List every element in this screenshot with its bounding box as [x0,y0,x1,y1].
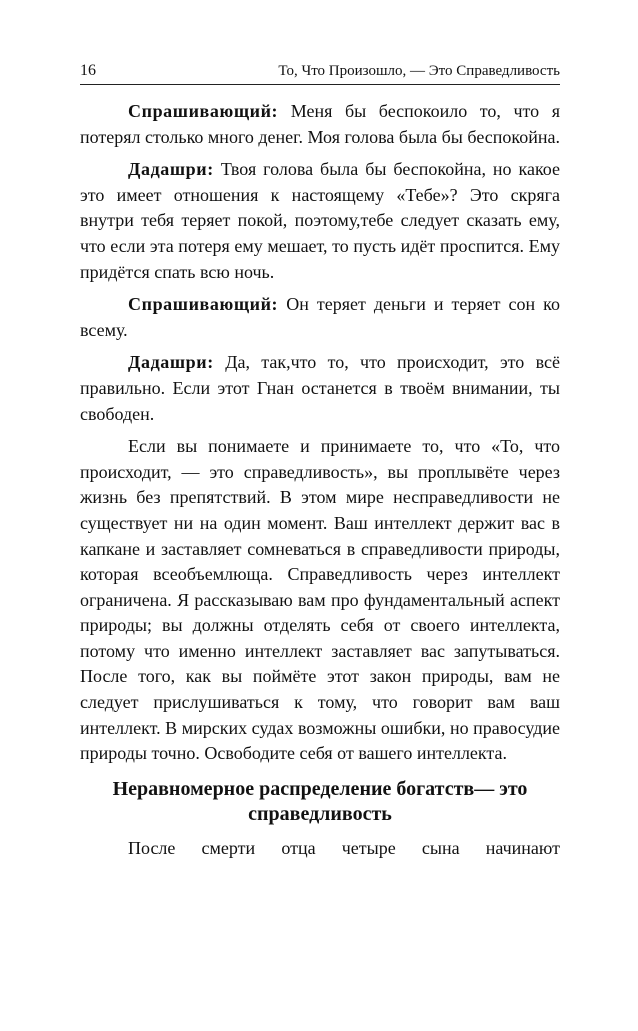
speaker-label: Дадашри: [128,352,214,373]
paragraph-text: После смерти отца четыре сына начинают [128,837,560,858]
paragraph-text: Да, так,что то, что происходит, это всё правильно. Если этот Гнан останется в твоём внимании, ты свободен. [80,352,560,424]
running-header [80,62,560,85]
dialogue-paragraph [80,157,560,285]
paragraph-text: Он теряет деньги и теряет сон ко всему. [80,294,560,340]
body-text [80,99,560,861]
paragraph-text: Меня бы беспокоило то, что я потерял столько много денег. Моя голова была бы беспокойна. [80,101,560,147]
speaker-label: Дадашри: [128,159,214,180]
body-paragraph [80,434,560,767]
paragraph-text: Твоя голова была бы беспокойна, но какое это имеет отношения к настоящему «Тебе»? Это скряга внутри тебя теряет покой, поэтому,тебе следует сказать ему, что если эта потеря ему мешает, то пусть идёт проспится. Ему придётся спать всю ночь. [80,159,560,282]
speaker-label: Спрашивающий: [128,294,279,315]
running-title: То, Что Произошло, — Это Справедливость [278,63,560,79]
body-paragraph [80,836,560,862]
dialogue-paragraph [80,292,560,343]
section-heading: Неравномерное распределение богатств— это справедливость [112,777,528,825]
page-number: 16 [80,62,96,79]
dialogue-paragraph [80,350,560,427]
speaker-label: Спрашивающий: [128,101,279,121]
book-page [80,62,560,861]
paragraph-text: Если вы понимаете и принимаете то, что «То, что происходит, — это справедливость», вы проплывёте через жизнь без препятствий. В этом мире несправедливости не существует ни на один момент. Ваш интеллект держит вас в капкане и заставляет сомневаться в справедливости природы, которая всеобъемлюща. Справедливость через интеллект ограничена. Я рассказываю вам про фундаментальный аспект природы; вы должны отделять себя от своего интеллекта, потому что именно интеллект заставляет вас запутываться. После того, как вы поймёте этот закон природы, вам не следует прислушиваться к тому, что говорит вам ваш интеллект. В мирских судах возможны ошибки, но правосудие природы точно. Освободите себя от вашего интеллекта. [80,436,560,764]
dialogue-paragraph [80,99,560,150]
